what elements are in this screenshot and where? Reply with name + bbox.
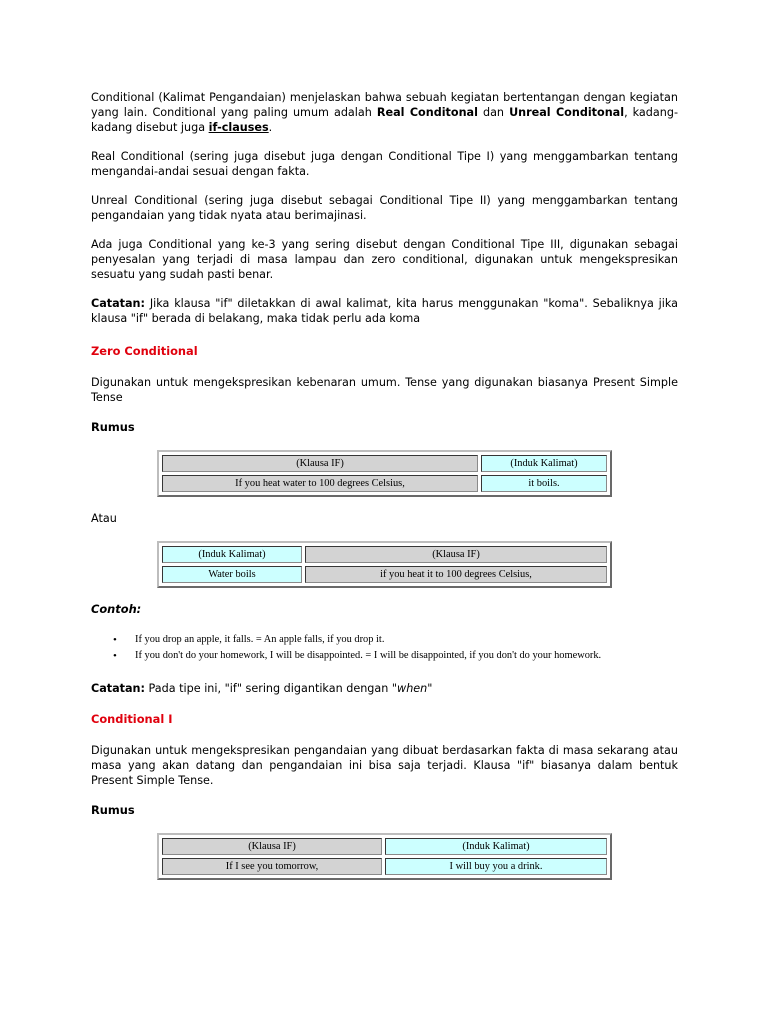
real-conditional-term: Real Conditonal xyxy=(376,106,478,119)
table-cell: If you heat water to 100 degrees Celsius, xyxy=(162,475,478,492)
zero-formula-table-1 xyxy=(157,450,612,497)
bullet-icon: • xyxy=(113,634,117,646)
when-term: when xyxy=(397,682,428,695)
if-clauses-link[interactable]: if-clauses xyxy=(208,121,269,134)
list-item: • If you don't do your homework, I will be disappointed. = I will be disappointed, if you don't do your homework. xyxy=(113,650,602,662)
conditional-1-heading: Conditional I xyxy=(91,712,173,726)
conditional-1-description: Digunakan untuk mengekspresikan pengandaian yang dibuat berdasarkan fakta di masa sekarang atau masa yang akan datang dan pengandaian ini bisa saja terjadi. Klausa "if" biasanya dalam bentuk Present Simple Tense. xyxy=(91,744,678,787)
table-header-cell: (Induk Kalimat) xyxy=(481,455,607,472)
bullet-icon: • xyxy=(113,650,117,662)
examples-list xyxy=(91,632,691,664)
atau-label: Atau xyxy=(91,512,117,525)
table-header-cell: (Klausa IF) xyxy=(305,546,607,563)
intro-paragraph-2: Real Conditional (sering juga disebut juga dengan Conditional Tipe I) yang menggambarkan tentang mengandai-andai sesuai dengan fakta. xyxy=(91,150,678,178)
table-cell: Water boils xyxy=(162,566,302,583)
zero-conditional-heading: Zero Conditional xyxy=(91,344,198,358)
conditional-1-formula-table xyxy=(157,833,612,880)
intro-paragraph-1: Conditional (Kalimat Pengandaian) menjelaskan bahwa sebuah kegiatan bertentangan dengan kegiatan yang lain. Conditional yang paling umum adalah Real Conditonal dan Unreal Conditonal, kadang-kadang disebut juga if-clauses. xyxy=(91,91,678,134)
table-header-cell: (Induk Kalimat) xyxy=(162,546,302,563)
note-label: Catatan: xyxy=(91,297,145,310)
zero-formula-table-2 xyxy=(157,541,612,588)
table-header-cell: (Induk Kalimat) xyxy=(385,838,607,855)
conditional-1-rumus-label: Rumus xyxy=(91,803,135,817)
table-cell: it boils. xyxy=(481,475,607,492)
table-cell: if you heat it to 100 degrees Celsius, xyxy=(305,566,607,583)
table-header-cell: (Klausa IF) xyxy=(162,838,382,855)
table-header-cell: (Klausa IF) xyxy=(162,455,478,472)
zero-rumus-label: Rumus xyxy=(91,420,135,434)
intro-paragraph-4: Ada juga Conditional yang ke-3 yang sering disebut dengan Conditional Tipe III, digunakan sebagai penyesalan yang terjadi di masa lampau dan zero conditional, digunakan untuk mengekspresikan sesuatu yang sudah pasti benar. xyxy=(91,238,678,281)
table-cell: If I see you tomorrow, xyxy=(162,858,382,875)
document-body xyxy=(91,90,678,326)
intro-paragraph-3: Unreal Conditional (sering juga disebut sebagai Conditional Tipe II) yang menggambarkan tentang pengandaian yang tidak nyata atau berimajinasi. xyxy=(91,194,678,222)
intro-note: Catatan: Jika klausa "if" diletakkan di awal kalimat, kita harus menggunakan "koma". Sebaliknya jika klausa "if" berada di belakang, maka tidak perlu ada koma xyxy=(91,297,678,325)
zero-conditional-description: Digunakan untuk mengekspresikan kebenaran umum. Tense yang digunakan biasanya Present Simple Tense xyxy=(91,376,678,404)
list-item: • If you drop an apple, it falls. = An apple falls, if you drop it. xyxy=(113,634,385,646)
zero-note: Catatan: Pada tipe ini, "if" sering digantikan dengan "when" xyxy=(91,682,433,695)
unreal-conditional-term: Unreal Conditonal xyxy=(509,106,625,119)
note-label: Catatan: xyxy=(91,682,145,695)
contoh-label: Contoh: xyxy=(91,602,142,616)
table-cell: I will buy you a drink. xyxy=(385,858,607,875)
